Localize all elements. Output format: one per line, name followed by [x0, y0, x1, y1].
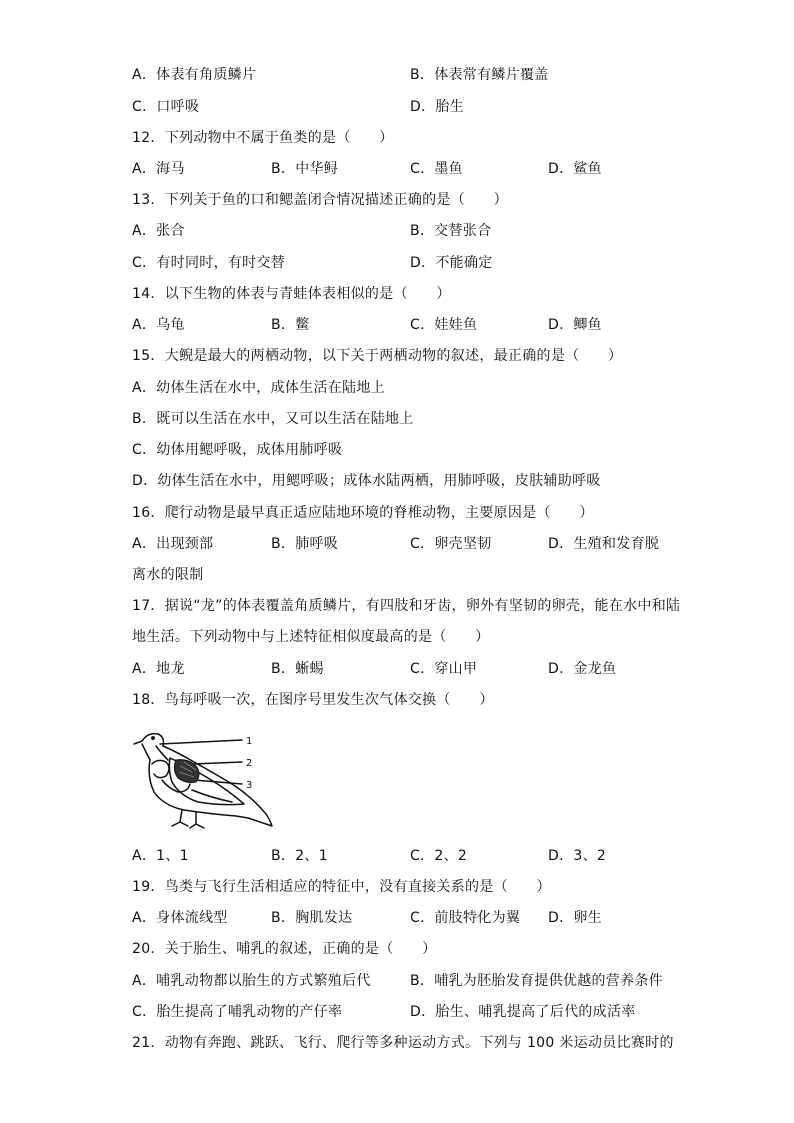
q20-option-c: C．胎生提高了哺乳动物的产仔率: [132, 1004, 343, 1020]
q12-stem: [132, 127, 394, 149]
q13-option-b: B．交替张合: [410, 223, 492, 239]
q20-number: 20．: [132, 941, 165, 957]
bird-respiratory-diagram: [132, 722, 277, 834]
q15-option-a: A．幼体生活在水中，成体生活在陆地上: [132, 380, 385, 396]
q16-option-d-continuation: 离水的限制: [132, 567, 204, 583]
q16-number: 16．: [132, 505, 165, 521]
q17-option-a: A．地龙: [132, 661, 185, 677]
q16-text: 爬行动物是最早真正适应陆地环境的脊椎动物，主要原因是（ ）: [164, 505, 594, 521]
air-sac-front: [152, 760, 169, 777]
q21-text: 动物有奔跑、跳跃、飞行、爬行等多种运动方式。下列与 100 米运动员比赛时的: [164, 1035, 674, 1051]
q14-text: 以下生物的体表与青蛙体表相似的是（ ）: [164, 286, 451, 302]
q17-stem-continuation: 地生活。下列动物中与上述特征相似度最高的是（ ）: [132, 629, 490, 645]
q14-stem: [132, 283, 451, 305]
q16-option-c: C．卵壳坚韧: [410, 536, 492, 552]
bird-leg-left: [172, 810, 188, 826]
q13-stem: [132, 189, 508, 211]
bird-leg-right: [190, 812, 204, 828]
q17-text: 据说“龙”的体表覆盖角质鳞片，有四肢和牙齿，卵外有坚韧的卵壳，能在水中和陆: [164, 598, 681, 614]
bird-head-outline: [134, 734, 163, 746]
figure-label-2: 2: [246, 758, 253, 769]
q19-text: 鸟类与飞行生活相适应的特征中，没有直接关系的是（ ）: [164, 879, 551, 895]
q15-number: 15．: [132, 348, 165, 364]
q20-option-a: A．哺乳动物都以胎生的方式繁殖后代: [132, 973, 371, 989]
q15-option-c: C．幼体用鳃呼吸，成体用肺呼吸: [132, 442, 343, 458]
q16-stem: [132, 502, 594, 524]
q17-option-c: C．穿山甲: [410, 661, 478, 677]
q18-stem: [132, 689, 494, 711]
q19-option-b: B．胸肌发达: [271, 910, 353, 926]
q14-number: 14．: [132, 286, 165, 302]
q13-number: 13．: [132, 192, 165, 208]
q14-option-a: A．乌龟: [132, 317, 185, 333]
q19-stem: [132, 876, 551, 898]
q14-option-b: B．鳖: [271, 317, 310, 333]
q21-number: 21．: [132, 1035, 165, 1051]
q19-option-a: A．身体流线型: [132, 910, 228, 926]
q19-option-c: C．前肢特化为翼: [410, 910, 521, 926]
bird-tail-outline: [248, 814, 272, 826]
q19-number: 19．: [132, 879, 165, 895]
q19-option-d: D．卵生: [548, 910, 602, 926]
q16-option-d: D．生殖和发育脱: [548, 536, 660, 552]
q15-stem: [132, 345, 622, 367]
q18-option-a: A．1、1: [132, 848, 189, 864]
q12-option-c: C．墨鱼: [410, 161, 463, 177]
q18-option-d: D．3、2: [548, 848, 607, 864]
q18-text: 鸟每呼吸一次，在图序号里发生次气体交换（ ）: [164, 692, 494, 708]
q17-number: 17．: [132, 598, 165, 614]
bird-wing-feather-line: [192, 790, 232, 802]
q21-stem: [132, 1032, 674, 1054]
figure-label-1: 1: [246, 736, 253, 747]
figure-label-3: 3: [246, 780, 253, 791]
bird-diagram-svg: [132, 722, 277, 834]
q17-stem: [132, 595, 680, 617]
q12-option-b: B．中华鲟: [271, 161, 339, 177]
q11-option-c: C．口呼吸: [132, 99, 200, 115]
q14-option-d: D．鲫鱼: [548, 317, 602, 333]
q11-option-a: A．体表有角质鳞片: [132, 67, 257, 83]
q12-number: 12．: [132, 130, 165, 146]
q20-option-d: D．胎生、哺乳提高了后代的成活率: [410, 1004, 636, 1020]
q13-text: 下列关于鱼的口和鳃盖闭合情况描述正确的是（ ）: [164, 192, 508, 208]
q13-option-a: A．张合: [132, 223, 185, 239]
q15-option-d: D．幼体生活在水中，用鳃呼吸；成体水陆两栖，用肺呼吸，皮肤辅助呼吸: [132, 473, 601, 489]
q13-option-d: D．不能确定: [410, 255, 493, 271]
q12-text: 下列动物中不属于鱼类的是（ ）: [164, 130, 394, 146]
q18-number: 18．: [132, 692, 165, 708]
q12-option-d: D．鲨鱼: [548, 161, 602, 177]
q20-option-b: B．哺乳为胚胎发育提供优越的营养条件: [410, 973, 664, 989]
q12-option-a: A．海马: [132, 161, 185, 177]
q13-option-c: C．有时同时，有时交替: [132, 255, 286, 271]
q15-option-b: B．既可以生活在水中，又可以生活在陆地上: [132, 411, 414, 427]
q18-option-c: C．2、2: [410, 848, 468, 864]
q14-option-c: C．娃娃鱼: [410, 317, 478, 333]
bird-eye: [152, 737, 154, 739]
leader-line-1: [160, 740, 242, 744]
q17-option-d: D．金龙鱼: [548, 661, 617, 677]
q20-stem: [132, 938, 436, 960]
q16-option-b: B．肺呼吸: [271, 536, 339, 552]
q16-option-a: A．出现颈部: [132, 536, 214, 552]
q20-text: 关于胎生、哺乳的叙述，正确的是（ ）: [164, 941, 437, 957]
q11-option-b: B．体表常有鳞片覆盖: [410, 67, 549, 83]
leader-line-2: [192, 762, 242, 764]
q11-option-d: D．胎生: [410, 99, 464, 115]
q15-text: 大鲵是最大的两栖动物，以下关于两栖动物的叙述，最正确的是（ ）: [164, 348, 623, 364]
q17-option-b: B．蜥蜴: [271, 661, 324, 677]
q18-option-b: B．2、1: [271, 848, 328, 864]
